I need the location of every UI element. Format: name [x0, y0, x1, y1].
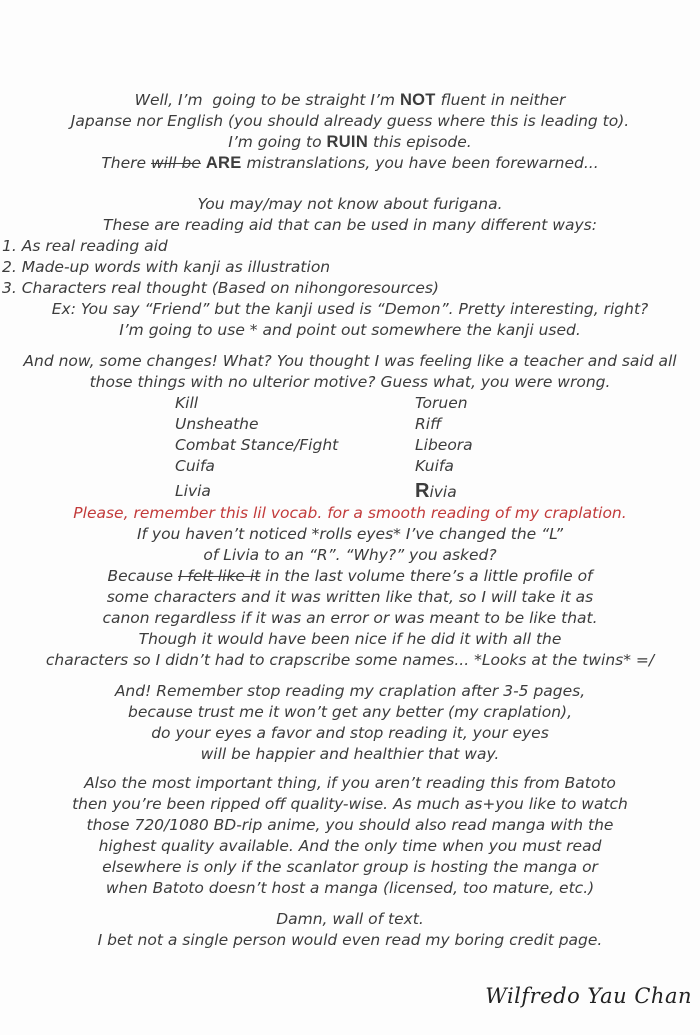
advice-line: do your eyes a favor and stop reading it, your eyes [151, 724, 549, 742]
intro-line: I’m going to RUIN this episode. [228, 133, 472, 151]
vocab-row [175, 435, 700, 456]
vocab-term-left: Cuifa [175, 457, 215, 475]
explanation-line: characters so I didn’t had to crapscribe some names... *Looks at the twins* =/ [45, 651, 655, 669]
vocab-table [175, 393, 700, 503]
vocab-term-right: Libeora [415, 436, 473, 454]
batoto-line: highest quality available. And the only time when you must read [98, 837, 602, 855]
name-rest: ivia [429, 483, 457, 501]
outro-section [0, 909, 700, 951]
intro-line: Japanse nor English (you should already guess where this is leading to). [70, 112, 630, 130]
vocab-term-left: Kill [175, 394, 199, 412]
intro-line: There will be ARE mistranslations, you have been forewarned... [101, 154, 599, 172]
furigana-example-line: Ex: You say “Friend” but the kanji used is “Demon”. Pretty interesting, right? [51, 300, 649, 318]
outro-line: I bet not a single person would even read my boring credit page. [97, 931, 603, 949]
vocab-names-row [175, 481, 700, 503]
batoto-line: those 720/1080 BD-rip anime, you should also read manga with the [86, 816, 614, 834]
vocab-term-left: Combat Stance/Fight [175, 436, 339, 454]
vocab-row [175, 456, 700, 477]
red-note: Please, remember this lil vocab. for a smooth reading of my craplation. [73, 504, 627, 522]
furigana-example-line: I’m going to use * and point out somewhere the kanji used. [119, 321, 581, 339]
vocab-row [175, 393, 700, 414]
furigana-intro-line: These are reading aid that can be used in many different ways: [103, 216, 597, 234]
changes-section [0, 351, 700, 671]
explanation-line: If you haven’t noticed *rolls eyes* I’ve changed the “L” [136, 525, 564, 543]
vocab-term-right: Riff [415, 415, 442, 433]
translator-signature: Wilfredo Yau Chan [485, 984, 692, 1008]
explanation-line: Though it would have been nice if he did it with all the [138, 630, 562, 648]
advice-line: And! Remember stop reading my craplation after 3-5 pages, [114, 682, 586, 700]
furigana-intro-line: You may/may not know about furigana. [197, 195, 503, 213]
character-name-old: Livia [175, 482, 211, 500]
changes-intro-line: those things with no ulterior motive? Guess what, you were wrong. [89, 373, 611, 391]
explanation-line: Because I felt like it in the last volume there’s a little profile of [107, 567, 593, 585]
intro-section [0, 90, 700, 174]
outro-line: Damn, wall of text. [276, 910, 424, 928]
advice-line: will be happier and healthier that way. [200, 745, 500, 763]
furigana-section [0, 194, 700, 341]
vocab-row [175, 414, 700, 435]
vocab-term-right: Toruen [415, 394, 468, 412]
batoto-line: elsewhere is only if the scanlator group is hosting the manga or [102, 858, 598, 876]
batoto-line: then you’re been ripped off quality-wise. As much as+you like to watch [72, 795, 628, 813]
vocab-term-right: Kuifa [415, 457, 454, 475]
batoto-line: when Batoto doesn’t host a manga (licensed, too mature, etc.) [105, 879, 595, 897]
intro-line: Well, I’m going to be straight I’m NOT fluent in neither [134, 91, 566, 109]
explanation-line: of Livia to an “R”. “Why?” you asked? [203, 546, 497, 564]
explanation-line: canon regardless if it was an error or was meant to be like that. [102, 609, 598, 627]
character-name-new [415, 481, 457, 503]
advice-section [0, 681, 700, 765]
batoto-line: Also the most important thing, if you aren’t reading this from Batoto [84, 774, 616, 792]
furigana-list-item: 3. Characters real thought (Based on nihongoresources) [2, 279, 439, 297]
name-initial: R [415, 480, 430, 502]
furigana-list-item: 2. Made-up words with kanji as illustration [2, 258, 331, 276]
advice-line: because trust me it won’t get any better (my craplation), [127, 703, 572, 721]
furigana-list-item: 1. As real reading aid [2, 237, 168, 255]
explanation-line: some characters and it was written like that, so I will take it as [106, 588, 594, 606]
vocab-term-left: Unsheathe [175, 415, 259, 433]
batoto-section [0, 773, 700, 899]
changes-intro-line: And now, some changes! What? You thought I was feeling like a teacher and said all [23, 352, 677, 370]
